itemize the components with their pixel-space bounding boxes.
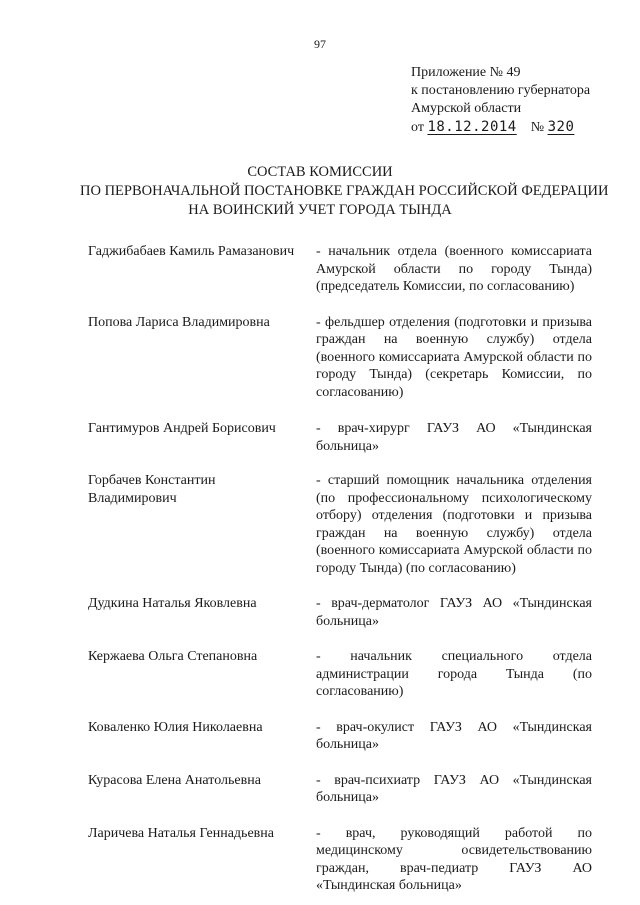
member-role: - фельдшер отделения (подготовки и призыва граждан на военную службу) отдела (военного комиссариата Амурской области по городу Тында) (секретарь Комиссии, по согласованию) [316, 314, 592, 400]
title-line-1: СОСТАВ КОМИССИИ [247, 164, 393, 180]
decree-number: 320 [547, 119, 575, 135]
member-name: Кержаева Ольга Степановна [88, 649, 258, 664]
member-name: Гантимуров Андрей Борисович [88, 421, 276, 436]
member-role: - врач-психиатр ГАУЗ АО «Тындинская больница» [316, 772, 592, 805]
appendix-header [411, 64, 636, 137]
appendix-title: Приложение № 49 [411, 65, 521, 80]
member-row [88, 719, 593, 754]
member-name: Попова Лариса Владимировна [88, 314, 270, 330]
member-role: - врач-хирург ГАУЗ АО «Тындинская больница» [316, 421, 592, 454]
appendix-decree: к постановлению губернатора [411, 83, 591, 98]
member-name: Гаджибабаев Камиль Рамазанович [88, 244, 295, 259]
member-role: - врач, руководящий работой по медицинскому освидетельствованию граждан, врач-педиатр ГАУЗ АО «Тындинская больница» [316, 825, 592, 893]
member-row [88, 648, 593, 701]
decree-date: 18.12.2014 [427, 119, 517, 135]
member-role: - врач-окулист ГАУЗ АО «Тындинская больница» [316, 719, 592, 752]
title-line-2: ПО ПЕРВОНАЧАЛЬНОЙ ПОСТАНОВКЕ ГРАЖДАН РОССИЙСКОЙ ФЕДЕРАЦИИ [80, 183, 609, 199]
appendix-region: Амурской области [411, 101, 522, 116]
date-prefix: от [411, 120, 424, 135]
member-row [88, 243, 593, 296]
member-role: - старший помощник начальника отделения (по профессиональному психологическому отбору) отделения (подготовки и призыва граждан на военную службу) отдела (военного комиссариата Амурской области по городу Тында) (по согласованию) [316, 473, 592, 576]
member-name: Коваленко Юлия Николаевна [88, 719, 263, 735]
member-row [88, 472, 593, 577]
commission-members-list [88, 243, 593, 895]
member-name: Горбачев Константин Владимирович [88, 473, 216, 506]
member-role: - начальник специального отдела администрации города Тында (по согласованию) [316, 649, 592, 699]
number-prefix: № [530, 120, 545, 135]
appendix-date-line [411, 118, 636, 137]
page-number: 97 [314, 37, 326, 51]
member-role: - врач-дерматолог ГАУЗ АО «Тындинская больница» [316, 596, 592, 629]
title-line-3: НА ВОИНСКИЙ УЧЕТ ГОРОДА ТЫНДА [188, 202, 452, 218]
member-row [88, 825, 593, 895]
member-name: Дудкина Наталья Яковлевна [88, 596, 257, 611]
member-row [88, 595, 593, 630]
member-row [88, 420, 593, 455]
document-title [80, 163, 609, 220]
member-role: - начальник отдела (военного комиссариата Амурской области по городу Тында) (председатель Комиссии, по согласованию) [316, 244, 592, 294]
member-name: Ларичева Наталья Геннадьевна [88, 825, 274, 841]
member-name: Курасова Елена Анатольевна [88, 772, 261, 788]
member-row [88, 314, 593, 402]
member-row [88, 772, 593, 807]
